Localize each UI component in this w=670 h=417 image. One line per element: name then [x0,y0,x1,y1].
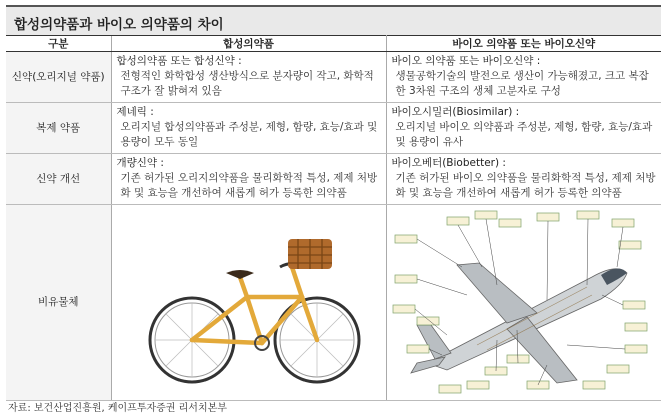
header-bio: 바이오 의약품 또는 바이오신약 [386,36,661,52]
bio-description: 생물공학기술의 발전으로 생산이 가능해졌고, 크고 복잡한 3차원 구조의 생체 고분자로 구성 [395,70,649,97]
table-row [6,52,661,103]
synthetic-description: 오리지널 합성의약품과 주성분, 제형, 함량, 효능/효과 및 용량이 모두 동일 [120,121,378,148]
title-bar [6,5,661,35]
synthetic-description: 전형적인 화학합성 생산방식으로 분자량이 작고, 화학적 구조가 잘 밝혀져 있음 [120,70,374,97]
synthetic-subtitle: 개량신약 : [116,157,164,169]
synthetic-cell [111,154,386,205]
bio-subtitle: 바이오 의약품 또는 바이오신약 : [391,55,541,67]
synthetic-subtitle: 제네릭 : [116,106,154,118]
synthetic-description: 기존 허가된 오리지의약품을 물리화학적 특성, 제제 처방화 및 효능을 개선하여 새롭게 허가 등록한 의약품 [120,172,378,199]
page-title: 합성의약품과 바이오 의약품의 차이 [14,17,224,33]
synthetic-subtitle: 합성의약품 또는 합성신약 : [116,55,242,67]
bicycle-illustration [112,205,386,400]
table-row [6,103,661,154]
row-category: 신약(오리지널 약품) [6,52,111,103]
table-row [6,205,661,401]
row-category: 복제 약품 [6,103,111,154]
table-row [6,154,661,205]
row-category: 비유물체 [6,205,111,401]
comparison-table [6,35,661,401]
table-header-row [6,36,661,52]
airplane-parts-diagram [387,205,662,400]
row-category: 신약 개선 [6,154,111,205]
bio-subtitle: 바이오시밀러(Biosimilar) : [391,106,520,118]
header-synthetic: 합성의약품 [111,36,386,52]
header-category: 구분 [6,36,111,52]
synthetic-cell [111,52,386,103]
synthetic-image-cell [111,205,386,401]
source-note: 자료: 보건산업진흥원, 케이프투자증권 리서치본부 [8,403,227,414]
bio-description: 오리지널 바이오 의약품과 주성분, 제형, 함량, 효능/효과 및 용량이 유사 [395,121,653,148]
synthetic-cell [111,103,386,154]
bio-cell [386,154,661,205]
bio-cell [386,52,661,103]
bio-cell [386,103,661,154]
bio-subtitle: 바이오베터(Biobetter) : [391,157,506,169]
bio-description: 기존 허가된 바이오 의약품을 물리화학적 특성, 제제 처방화 및 효능을 개선하여 새롭게 허가 등록한 의약품 [395,172,656,199]
bio-image-cell [386,205,661,401]
